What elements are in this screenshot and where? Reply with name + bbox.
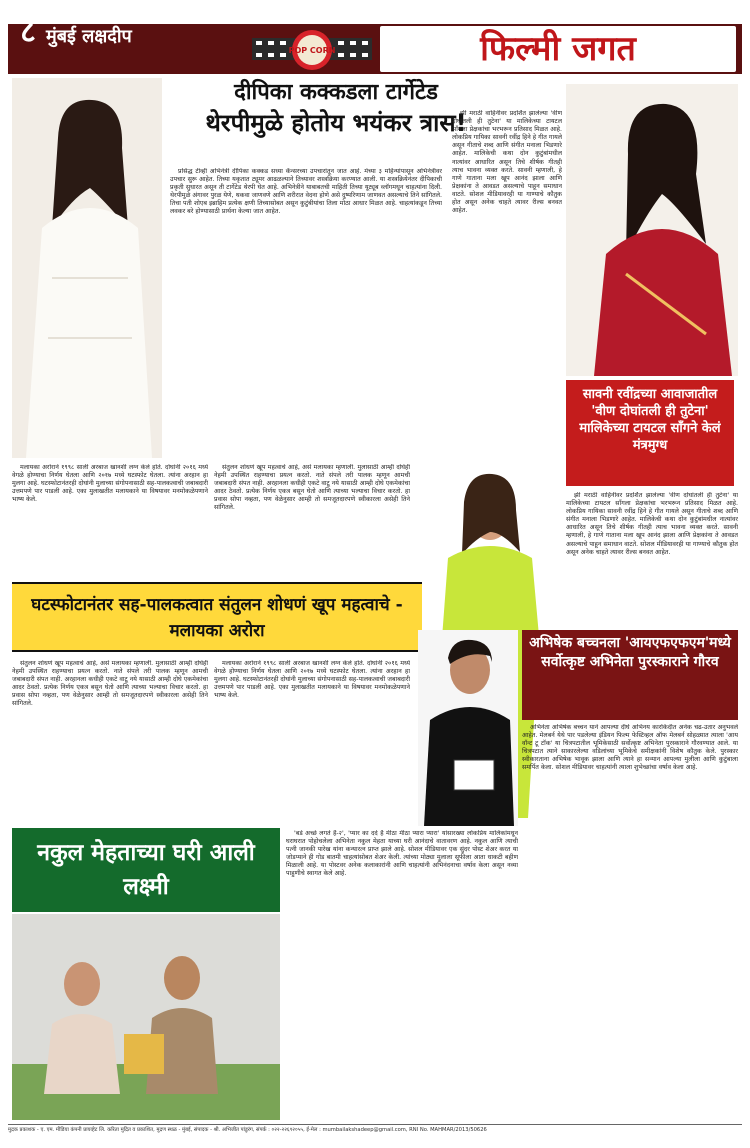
deepika-headline-line2: थेरपीमुळे होतोय भयंकर त्रास! xyxy=(205,109,467,137)
footer-imprint: मुद्रक प्रकाशक - ए. एम. मीडिया कंपनी प्रायव्हेट लि. करिता मुद्रित व प्रकाशित, मुद्रण स्थळ - मुंबई, संपादक - श्री. अभिजीत पांडुरंग, संपर्क : ०२२-२२६९२०५५, ई-मेल : mumbailakshadeep@gmail.com, RNI No. MAHMAR/2013/50626 xyxy=(8,1124,742,1146)
section-title: फिल्मी जगत xyxy=(380,26,736,72)
paper-name: मुंबई लक्षदीप xyxy=(46,26,132,47)
film-reel-icon xyxy=(252,28,372,72)
abhishek-body-text: अभिनेता अभिषेक बच्चन याने आपल्या दीर्घ अभिनय कारकिर्दीत अनेक चढ-उतार अनुभवले आहेत. मेलबर्न येथे पार पडलेल्या इंडियन फिल्म फेस्टिव्हल ऑफ मेलबर्न सोहळ्यात त्याला 'आय वॉन्ट टू टॉक' या चित्रपटातील भूमिकेसाठी सर्वोत्कृष्ट अभिनेता पुरस्काराने गौरवण्यात आले. या चित्रपटात त्याने साकारलेल्या वडिलांच्या भूमिकेचे समीक्षकांनी विशेष कौतुक केले. पुरस्कार स्वीकारताना अभिषेक भावूक झाला आणि त्याने हा सन्मान आपल्या मुलीला आणि कुटुंबाला समर्पित केला. सोशल मीडियावर चाहत्यांनी त्याला शुभेच्छांचा वर्षाव केला आहे. xyxy=(522,724,738,772)
nakul-body-text: 'बडे अच्छे लगते हैं-२', 'प्यार का दर्द है मीठा मीठा प्यारा प्यारा' यांसारख्या लोकप्रिय मालिकांमधून घराघरात पोहोचलेला अभिनेता नकुल मेहता याच्या घरी आनंदाचे वातावरण आहे. नकुल आणि त्याची पत्नी जानकी पारेख यांना कन्यारत्न प्राप्त झाले आहे. सोशल मीडियावर एक सुंदर पोस्ट शेअर करत या जोडप्याने ही गोड बातमी चाहत्यांसोबत शेअर केली. त्यांच्या मोठ्या मुलाला सूफीला आता धाकटी बहीण मिळाली आहे. या पोस्टवर अनेक कलाकारांनी आणि चाहत्यांनी अभिनंदनाचा वर्षाव केला असून नव्या पाहुणीचे स्वागत केले आहे. xyxy=(286,830,518,878)
abhishek-photo xyxy=(418,630,518,826)
deepika-body-text: प्रसिद्ध टीव्ही अभिनेत्री दीपिका कक्कड सध्या कॅन्सरच्या उपचारांतून जात आहे. मेच्या ३ महिन्यांपासून अभिनेत्रीवर उपचार सुरू आहेत. तिच्या यकृतात ट्यूमर आढळल्याने तिच्यावर शस्त्रक्रिया करण्यात आली. या शस्त्रक्रियेनंतर दीपिकाची प्रकृती सुधारत असून ती टार्गेटेड थेरपी घेत आहे. अभिनेत्रीने याबाबतची माहिती तिच्या यूट्यूब व्लॉगमधून चाहत्यांना दिली. थेरपीमुळे अंगावर पुरळ येणे, थकवा जाणवणे आणि शरीरात वेदना होणे असे दुष्परिणाम जाणवत असल्याचे तिने सांगितले. तिचा पती शोएब इब्राहिम प्रत्येक क्षणी तिच्यासोबत असून कुटुंबीयांचा तिला मोठा आधार मिळत आहे. चाहत्यांकडून तिच्या लवकर बरे होण्यासाठी प्रार्थना केल्या जात आहेत. xyxy=(170,168,442,216)
deepika-headline-line1: दीपिका कक्कडला टार्गेटेड xyxy=(234,80,438,105)
popcorn-badge-text: POP CORN xyxy=(288,46,336,55)
malaika-article-body-top-2 xyxy=(214,464,410,576)
nakul-family-photo xyxy=(12,914,280,1120)
saavni-headline: सावनी रवींद्रच्या आवाजातील 'वीण दोघांतली ही तुटेना' मालिकेच्या टायटल सॉंगने केलं मंत्रमुग्ध xyxy=(566,380,734,486)
abhishek-article-body xyxy=(522,724,738,1120)
malaika-body-top-text: मलायका अरोराने १९९८ साली अरबाज खानशी लग्न केले होते. दोघांनी २०१६ मध्ये वेगळे होण्याचा निर्णय घेतला आणि २०१७ मध्ये घटस्फोट घेतला. त्यांना अरहान हा मुलगा आहे. घटस्फोटानंतरही दोघांनी मुलाच्या संगोपनासाठी सह-पालकत्वाची जबाबदारी उत्तमपणे पार पाडली आहे. एका मुलाखतीत मलायकाने या विषयावर मनमोकळेपणाने भाष्य केले. xyxy=(12,464,208,504)
issue-date: सोमवार, दि. १८ ऑगस्ट, २०२५ xyxy=(14,5,166,20)
malaika-article-body-bottom-2 xyxy=(214,660,410,820)
nakul-headline: नकुल मेहताच्या घरी आली लक्ष्मी xyxy=(12,828,280,912)
abhishek-headline: अभिषेक बच्चनला 'आयएफएफएम'मध्ये सर्वोत्कृष्ट अभिनेता पुरस्काराने गौरव xyxy=(522,630,738,720)
saavni-body-text: झी मराठी वाहिनीवर प्रदर्शित झालेल्या 'वीण दोघांतली ही तुटेना' या मालिकेच्या टायटल सॉंगला प्रेक्षकांचा भरभरून प्रतिसाद मिळत आहे. लोकप्रिय गायिका सावनी रवींद्र हिने हे गीत गायले असून गीताचे शब्द आणि संगीत मनाला भिडणारे आहेत. मालिकेची कथा दोन कुटुंबांमधील नात्यांवर आधारित असून तिचे शीर्षक गीतही त्याच भावना व्यक्त करते. सावनी म्हणाली, हे गाणे गाताना मला खूप आनंद झाला आणि प्रेक्षकांना ते आवडत असल्याचे पाहून समाधान वाटते. सोशल मीडियावरही या गाण्याचे कौतुक होत असून अनेक चाहते त्यावर रील्स बनवत आहेत. xyxy=(452,110,562,215)
saavni-article-body-continued xyxy=(566,492,738,624)
malaika-headline: घटस्फोटानंतर सह-पालकत्वात संतुलन शोधणं खूप महत्वाचे - मलायका अरोरा xyxy=(12,582,422,652)
deepika-article-body xyxy=(170,168,442,458)
malaika-body-top-text-2: संतुलन शोधणं खूप महत्वाचे आहे, असे मलायका म्हणाली. मुलासाठी आम्ही दोघेही नेहमी उपस्थित राहण्याचा प्रयत्न करतो. नाते संपले तरी पालक म्हणून आमची जबाबदारी संपत नाही. अरहानला कधीही एकटे वाटू नये यासाठी आम्ही दोघे एकमेकांचा आदर ठेवतो. प्रत्येक निर्णय एकत्र बसून घेतो आणि त्याच्या भल्याचा विचार करतो. हा प्रवास सोपा नव्हता, पण वेळेनुसार आम्ही तो समजूतदारपणे स्वीकारला असेही तिने सांगितले. xyxy=(214,464,410,512)
deepika-photo xyxy=(12,78,162,458)
malaika-article-body-top xyxy=(12,464,208,576)
page-number: ८ xyxy=(20,15,36,50)
malaika-body-bottom-text: संतुलन शोधणं खूप महत्वाचे आहे, असे मलायका म्हणाली. मुलासाठी आम्ही दोघेही नेहमी उपस्थित राहण्याचा प्रयत्न करतो. नाते संपले तरी पालक म्हणून आमची जबाबदारी संपत नाही. अरहानला कधीही एकटे वाटू नये यासाठी आम्ही दोघे एकमेकांचा आदर ठेवतो. प्रत्येक निर्णय एकत्र बसून घेतो आणि त्याच्या भल्याचा विचार करतो. हा प्रवास सोपा नव्हता, पण वेळेनुसार आम्ही तो समजूतदारपणे स्वीकारला असेही तिने सांगितले. xyxy=(12,660,208,708)
malaika-body-bottom-text-2: मलायका अरोराने १९९८ साली अरबाज खानशी लग्न केले होते. दोघांनी २०१६ मध्ये वेगळे होण्याचा निर्णय घेतला आणि २०१७ मध्ये घटस्फोट घेतला. त्यांना अरहान हा मुलगा आहे. घटस्फोटानंतरही दोघांनी मुलाच्या संगोपनासाठी सह-पालकत्वाची जबाबदारी उत्तमपणे पार पाडली आहे. एका मुलाखतीत मलायकाने या विषयावर मनमोकळेपणाने भाष्य केले. xyxy=(214,660,410,700)
saavni-photo xyxy=(566,84,738,376)
saavni-body-text-2: झी मराठी वाहिनीवर प्रदर्शित झालेल्या 'वीण दोघांतली ही तुटेना' या मालिकेच्या टायटल सॉंगला प्रेक्षकांचा भरभरून प्रतिसाद मिळत आहे. लोकप्रिय गायिका सावनी रवींद्र हिने हे गीत गायले असून गीताचे शब्द आणि संगीत मनाला भिडणारे आहेत. मालिकेची कथा दोन कुटुंबांमधील नात्यांवर आधारित असून तिचे शीर्षक गीतही त्याच भावना व्यक्त करते. सावनी म्हणाली, हे गाणे गाताना मला खूप आनंद झाला आणि प्रेक्षकांना ते आवडत असल्याचे पाहून समाधान वाटते. सोशल मीडियावरही या गाण्याचे कौतुक होत असून अनेक चाहते त्यावर रील्स बनवत आहेत. xyxy=(566,492,738,556)
nakul-article-body xyxy=(286,830,518,1120)
malaika-article-body-bottom xyxy=(12,660,208,820)
